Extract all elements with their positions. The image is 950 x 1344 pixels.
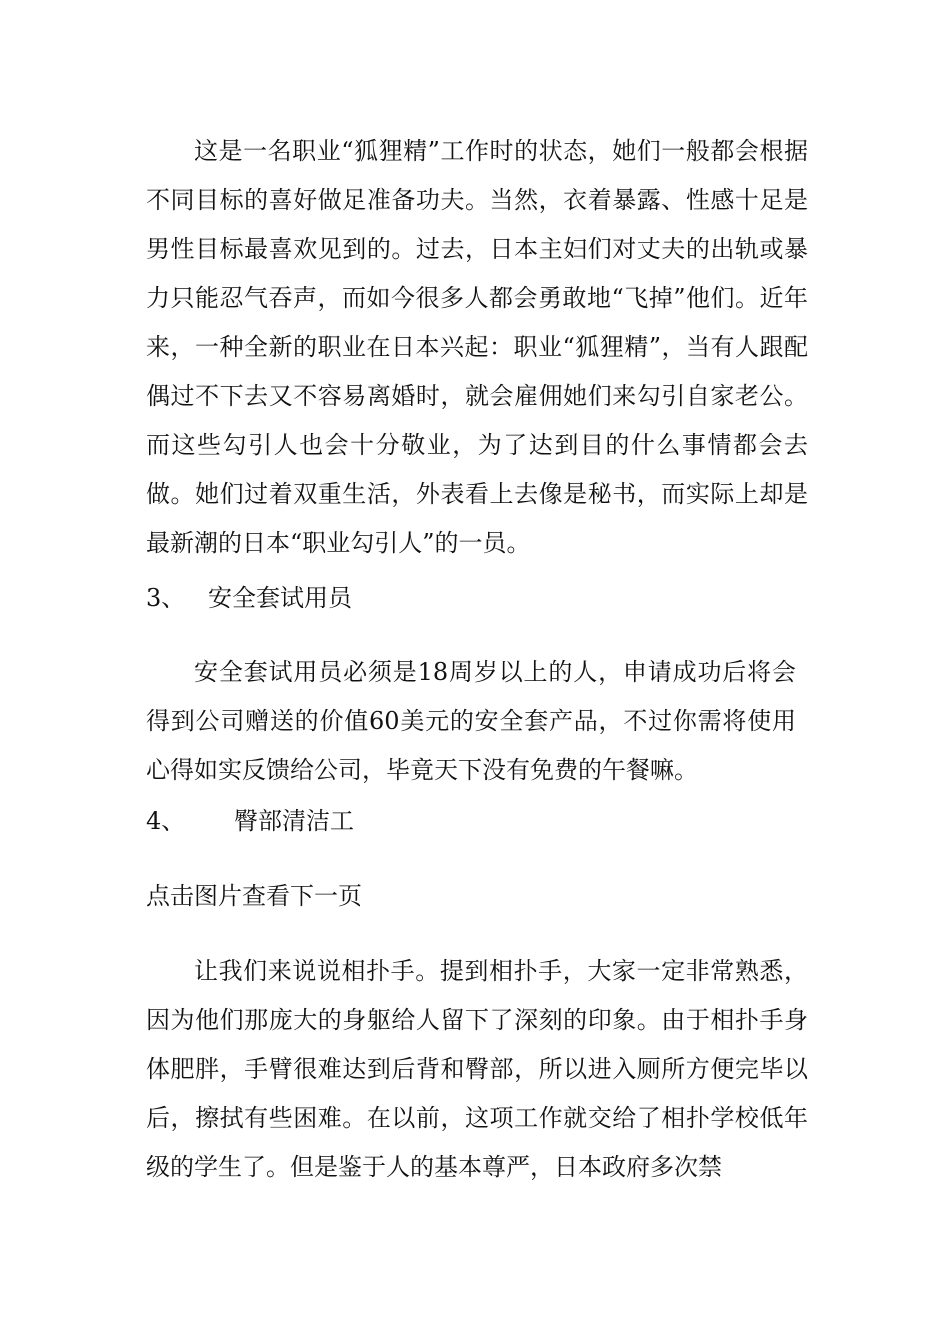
section-number: 3、 — [146, 584, 186, 612]
paragraph-condom-tester: 安全套试用员必须是18周岁以上的人，申请成功后将会得到公司赠送的价值60美元的安全套产品，不过你需将使用心得如实反馈给公司，毕竟天下没有免费的午餐嘛。 — [146, 658, 796, 784]
section-number: 4、 — [146, 807, 186, 835]
paragraph-professional-mistress: 这是一名职业“狐狸精”工作时的状态，她们一般都会根据不同目标的喜好做足准备功夫。当然，衣着暴露、性感十足是男性目标最喜欢见到的。过去，日本主妇们对丈夫的出轨或暴力只能忍气吞声，而如今很多人都会勇敢地“飞掉”他们。近年来，一种全新的职业在日本兴起：职业“狐狸精”，当有人跟配偶过不下去又不容易离婚时，就会雇佣她们来勾引自家老公。而这些勾引人也会十分敬业，为了达到目的什么事情都会去做。她们过着双重生活，外表看上去像是秘书，而实际上却是最新潮的日本“职业勾引人”的一员。 — [146, 137, 808, 557]
next-page-link-text[interactable]: 点击图片查看下一页 — [146, 882, 362, 910]
section-title: 安全套试用员 — [208, 584, 352, 612]
section-heading-4 — [146, 806, 354, 836]
paragraph-sumo-cleaner: 让我们来说说相扑手。提到相扑手，大家一定非常熟悉，因为他们那庞大的身躯给人留下了深刻的印象。由于相扑手身体肥胖，手臂很难达到后背和臀部，所以进入厕所方便完毕以后，擦拭有些困难。在以前，这项工作就交给了相扑学校低年级的学生了。但是鉴于人的基本尊严，日本政府多次禁 — [146, 957, 808, 1181]
section-title: 臀部清洁工 — [234, 807, 354, 835]
section-heading-3 — [146, 583, 352, 613]
